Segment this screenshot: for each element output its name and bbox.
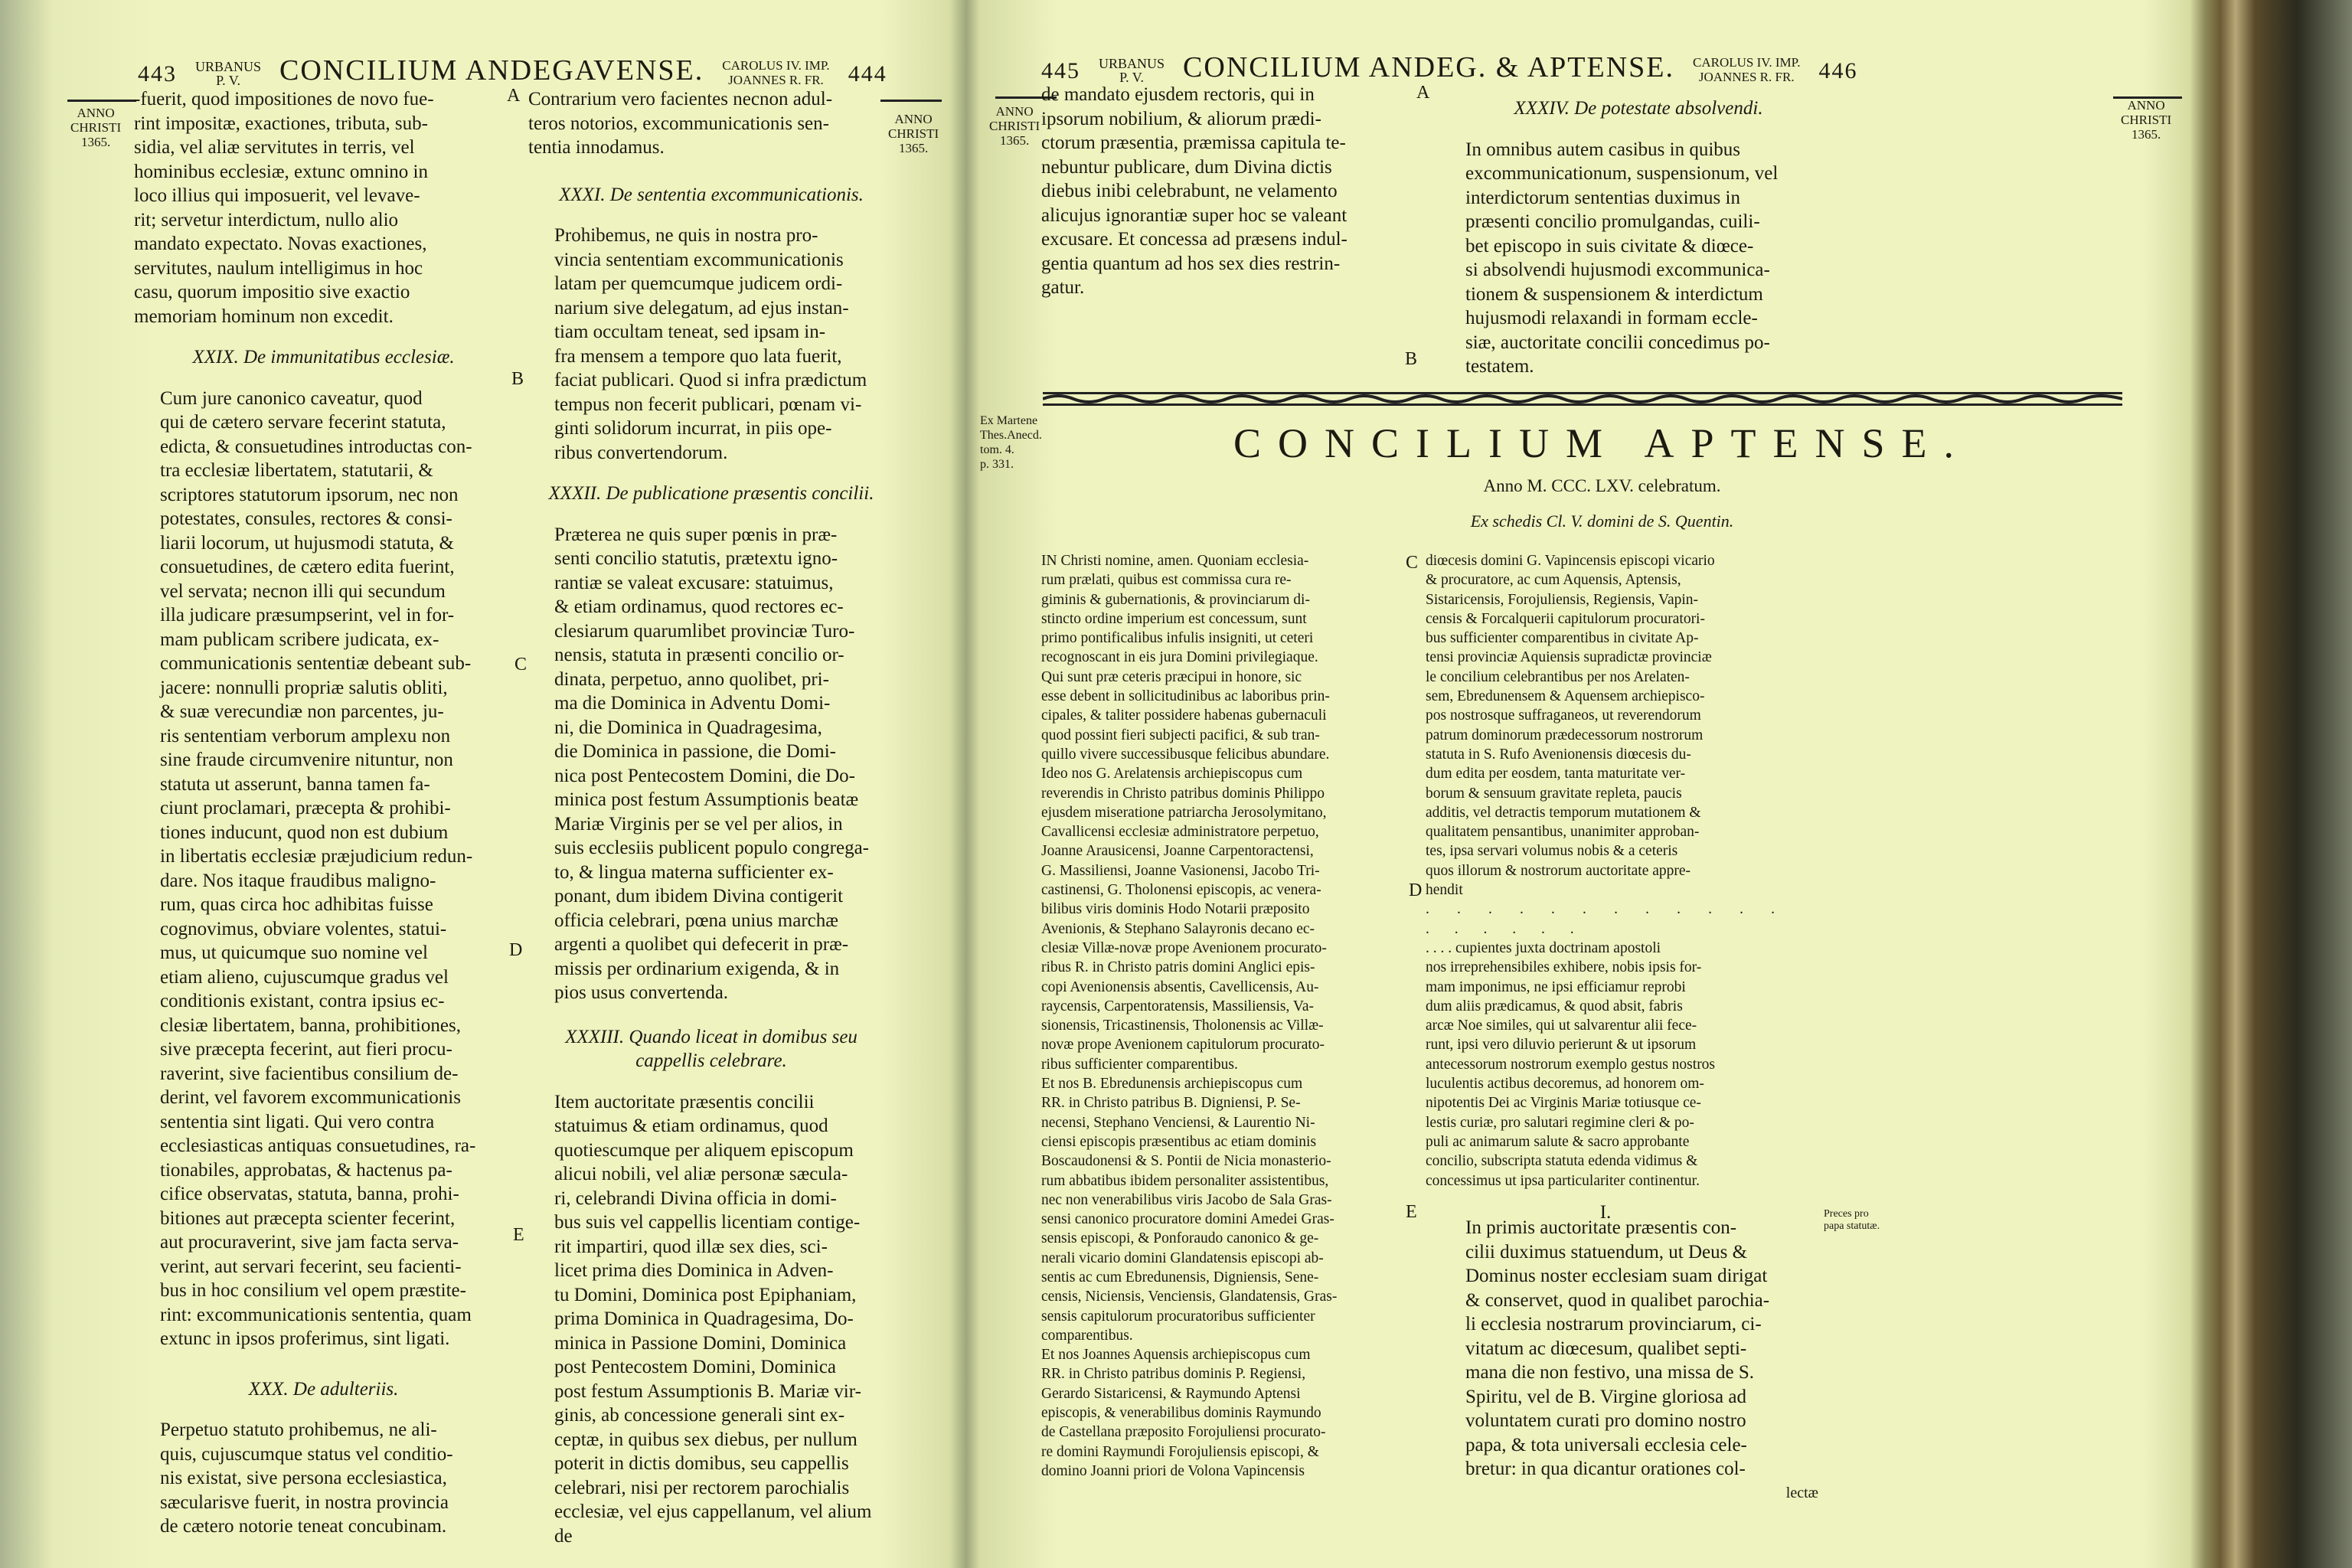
text-line: additis, vel detractis temporum mutationem & — [1426, 804, 1701, 821]
text-line: bretur: in qua dicantur orationes col- — [1465, 1459, 1746, 1479]
text-line: pos nostrosque suffraganeos, ut reverendorum — [1426, 707, 1701, 724]
text-line: bus sufficienter comparentibus in civitate Ap- — [1426, 630, 1699, 647]
text-line: senti concilio statutis, prætextu igno- — [554, 548, 838, 569]
text-line: statuimus & etiam ordinamus, quod — [554, 1116, 828, 1136]
text-line: RR. in Christo patribus dominis P. Regiensi, — [1041, 1366, 1306, 1383]
right-column-1 — [1041, 83, 1413, 300]
text-line: sive præcepta fecerint, aut fieri procu- — [160, 1039, 452, 1060]
text-line: dinata, perpetuo, anno quolibet, pri- — [554, 668, 829, 690]
text-line: esse debent in sollicitudinibus ac laboribus prin- — [1041, 688, 1330, 705]
text-line: ris sententiam verborum amplexu non — [160, 725, 451, 746]
text-line: extunc in ipsos proferimus, sint ligati. — [160, 1328, 450, 1349]
text-line: aut procuraverint, sive jam facta serva- — [160, 1232, 459, 1253]
text-line: rum abbatibus ibidem personaliter assistentibus, — [1041, 1172, 1329, 1189]
text-line: reverendis in Christo patribus dominis Philippo — [1041, 785, 1325, 802]
text-block — [1439, 138, 1838, 379]
text-line: sem, Ebredunensem & Aquensem archiepisco- — [1426, 688, 1705, 705]
text-line: post festum Assumptionis B. Mariæ vir- — [554, 1380, 861, 1402]
section-heading: XXIX. De immunitatibus ecclesiæ. — [192, 347, 455, 368]
text-line: prima Dominica in Quadragesima, Do- — [554, 1308, 854, 1329]
text-block — [1426, 551, 1785, 900]
text-line: quillo vivere successibusque felicibus abundare. — [1041, 746, 1330, 763]
text-block — [528, 523, 894, 1005]
text-line: episcopis, & venerabilibus dominis Raymundo — [1041, 1405, 1321, 1422]
text-line: voluntatem curati pro domino nostro — [1465, 1410, 1746, 1431]
text-line: servitutes, naulum intelligimus in hoc — [134, 257, 423, 279]
text-line: hendit — [1426, 882, 1463, 899]
anno-christi-right: ANNO CHRISTI 1365. — [2121, 98, 2172, 142]
text-line: ipsorum nobilium, & aliorum prædi- — [1041, 108, 1321, 129]
section-letter: D — [509, 940, 523, 960]
text-line: & etiam ordinamus, quod rectores ec- — [554, 596, 844, 617]
text-line: bilibus viris dominis Hodo Notarii præposito — [1041, 901, 1310, 918]
text-line: qualitatem pensantibus, unanimiter approban- — [1426, 824, 1700, 841]
emperor-label: CAROLUS IV. IMP. JOANNES R. FR. — [1693, 55, 1801, 84]
text-line: In primis auctoritate præsentis con- — [1465, 1217, 1737, 1238]
text-line: celebrari, nisi per rectorem parochialis — [554, 1477, 850, 1498]
text-line: si absolvendi hujusmodi excommunica- — [1465, 260, 1770, 280]
text-line: tiam occultam teneat, sed ipsam in- — [554, 322, 826, 342]
text-line: statuta in S. Rufo Avenionensis diœcesis du- — [1426, 746, 1691, 763]
right-small-column-1 — [1041, 551, 1405, 1481]
text-line: sensis episcopi, & Ponforaudo canonico & ge- — [1041, 1230, 1319, 1247]
text-line: nica post Pentecostem Domini, die Do- — [554, 765, 855, 786]
text-line: -fuerit, quod impositiones de novo fue- — [134, 89, 434, 109]
text-line: tionabiles, approbatas, & hactenus pa- — [160, 1159, 452, 1181]
text-line: Cavallicensi ecclesiæ administratore perpetuo, — [1041, 824, 1319, 841]
text-line: ni, die Dominica in Quadragesima, — [554, 717, 822, 738]
text-line: & conservet, quod in qualibet parochia- — [1465, 1289, 1770, 1311]
text-line: de cætero notorie teneat concubinam. — [160, 1516, 447, 1537]
page-number: 444 — [848, 61, 887, 87]
text-line: teros notorios, excommunicationis sen- — [528, 113, 829, 134]
text-line: Spiritu, vel de B. Virgine gloriosa ad — [1465, 1386, 1746, 1407]
page-number: 446 — [1818, 58, 1858, 83]
running-title: CONCILIUM ANDEGAVENSE. — [279, 54, 704, 87]
text-line: tempus non fecerit publicari, pœnam vi- — [554, 394, 862, 415]
text-line: bitiones aut præcepta scienter fecerint, — [160, 1207, 456, 1229]
text-line: casu, quorum impositio sive exactio — [134, 282, 410, 302]
section-letter: A — [1416, 83, 1430, 103]
text-line: tra ecclesiæ libertatem, statutarii, & — [160, 460, 433, 481]
section-letter: B — [1405, 349, 1418, 369]
text-line: bet episcopo in suis civitate & diœce- — [1465, 235, 1754, 256]
text-line: sine fraude circumvenire nituntur, non — [160, 750, 453, 770]
text-block — [1439, 1216, 1818, 1481]
text-line: le concilium celebrantibus per nos Arelaten- — [1426, 668, 1690, 685]
text-block — [134, 1418, 513, 1539]
text-line: clesiarum quarumlibet provinciæ Turo- — [554, 620, 855, 642]
text-line: Mariæ Virginis per se vel per alios, in — [554, 813, 843, 835]
text-line: alicui nobili, vel aliæ personæ sæcula- — [554, 1164, 848, 1184]
text-line: dum aliis prædicamus, & quod absit, fabris — [1426, 998, 1683, 1014]
right-small-column-2 — [1426, 551, 1785, 1222]
text-line: cipales, & taliter possidere habenas gubernaculi — [1041, 707, 1327, 724]
text-line: diœcesis domini G. Vapincensis episcopi vicario — [1426, 553, 1715, 569]
text-line: novæ prope Avenionem capitulorum procurato- — [1041, 1037, 1325, 1054]
text-line: ri, celebrandi Divina officia in domi- — [554, 1187, 837, 1209]
text-line: giminis & gubernationis, & provinciarum di- — [1041, 591, 1310, 608]
text-line: consuetudines, de cætero edita fuerint, — [160, 557, 455, 577]
text-line: borum & sensuum gravitate repleta, paucis — [1426, 785, 1682, 802]
text-line: Perpetuo statuto prohibemus, ne ali- — [160, 1419, 437, 1440]
text-line: raycensis, Carpentoratensis, Massiliensis, Va- — [1041, 998, 1314, 1014]
left-column-2 — [528, 87, 894, 1548]
text-line: lestis curiæ, pro salutari regimine cleri & po- — [1426, 1114, 1694, 1131]
text-line: re domini Raymundi Forojuliensis episcopi, & — [1041, 1443, 1319, 1460]
text-line: raverint, sive facientibus consilium de- — [160, 1063, 459, 1084]
text-line: licet prima dies Dominica in Adven- — [554, 1260, 834, 1281]
text-line: nec non venerabilibus viris Jacobo de Sala Gras- — [1041, 1191, 1332, 1208]
text-line: in libertatis ecclesiæ præjudicium redun- — [160, 846, 473, 867]
text-line: Dominus noster ecclesiam suam dirigat — [1465, 1266, 1768, 1286]
text-line: rit impartiri, quod illæ sex dies, sci- — [554, 1236, 828, 1257]
text-line: puli ac animarum salute & sacro approbante — [1426, 1133, 1690, 1150]
text-line: de Castellana præposito Forojuliensi procurato- — [1041, 1424, 1326, 1441]
text-line: quos illorum & nostrorum auctoritate appre- — [1426, 862, 1691, 879]
text-line: nos irreprehensibiles exhibere, nobis ipsis for- — [1426, 959, 1702, 976]
text-line: censis & Forcalquerii capitulorum procuratori- — [1426, 610, 1705, 627]
text-line: interdictorum sententias duximus in — [1465, 187, 1740, 208]
text-line: to, & lingua materna sufficienter ex- — [554, 861, 834, 883]
text-line: gentia quantum ad hos sex dies restrin- — [1041, 253, 1341, 274]
text-line: tensi provinciæ Aquiensis supradictæ provinciæ — [1426, 649, 1712, 666]
text-line: pios usus convertenda. — [554, 982, 729, 1003]
section-heading: XXXII. De publicatione præsentis concilii. — [548, 483, 874, 504]
text-line: ciensi episcopis præsentibus ac etiam dominis — [1041, 1133, 1317, 1150]
text-line: sententia sint ligati. Qui vero contra — [160, 1111, 435, 1132]
text-line: officia celebrari, pœna unius marchæ — [554, 910, 838, 931]
header-rule — [67, 100, 136, 102]
text-line: sidia, vel aliæ servitutes in terris, vel — [134, 137, 415, 158]
anno-christi-right: ANNO CHRISTI 1365. — [888, 112, 939, 155]
text-line: testatem. — [1465, 356, 1534, 377]
text-line: verint, aut servari fecerint, seu facienti- — [160, 1256, 462, 1277]
text-line: dare. Nos itaque fraudibus maligno- — [160, 870, 436, 891]
text-line: mus, ut quicumque suo nomine vel — [160, 942, 428, 963]
text-line: qui de cætero servare fecerint statuta, — [160, 412, 446, 433]
running-title: CONCILIUM ANDEG. & APTENSE. — [1183, 51, 1674, 83]
text-line: necensi, Stephano Venciensi, & Laurentio Ni- — [1041, 1114, 1315, 1131]
section-letter: B — [511, 369, 524, 389]
right-page-header — [1041, 51, 1857, 84]
text-line: cilii duximus statuendum, ut Deus & — [1465, 1241, 1748, 1263]
text-line: illa judicare præsumpserint, vel in for- — [160, 605, 455, 626]
text-line: cifice observatas, statuta, banna, prohi- — [160, 1184, 459, 1204]
text-line: clesiæ Villæ-novæ prope Avenionem procurato- — [1041, 939, 1327, 956]
text-line: nipotentis Dei ac Virginis Mariæ totiusque ce- — [1426, 1095, 1701, 1112]
text-block — [528, 224, 894, 465]
section-letter: E — [513, 1225, 524, 1245]
text-line: Cum jure canonico caveatur, quod — [160, 387, 423, 409]
ornament-band — [1043, 390, 2122, 407]
text-line: cognovimus, obviare volentes, statui- — [160, 918, 447, 939]
text-line: primo pontificalibus infulis insigniti, ut ceteri — [1041, 630, 1314, 647]
section-letter: C — [514, 655, 528, 675]
text-line: tes, ipsa servari volumus nobis & a ceteris — [1426, 843, 1678, 860]
text-line: Et nos B. Ebredunensis archiepiscopus cum — [1041, 1076, 1303, 1093]
left-column-1 — [134, 87, 513, 1539]
text-line: sentis ac cum Ebredunensis, Digniensis, Sene- — [1041, 1269, 1319, 1285]
text-line: potestates, consules, rectores & consi- — [160, 508, 452, 529]
text-line: IN Christi nomine, amen. Quoniam ecclesia- — [1041, 553, 1309, 569]
text-line: . . . . cupientes juxta doctrinam apostoli — [1426, 939, 1661, 956]
text-line: narium sive delegatum, ad ejus instan- — [554, 297, 849, 318]
text-line: rum prælati, quibus est commissa cura re- — [1041, 572, 1292, 589]
section-letter: E — [1406, 1202, 1417, 1222]
text-line: rit; servetur interdictum, nullo alio — [134, 209, 399, 230]
text-line: loco illius qui imposuerit, vel levave- — [134, 185, 420, 206]
text-line: & suæ verecundiæ non parcentes, ju- — [160, 701, 444, 722]
text-line: recognoscant in eis jura Domini privilegiaque. — [1041, 649, 1318, 666]
text-line: vitatum ac diœcesum, qualibet septi- — [1465, 1338, 1747, 1359]
text-line: sæcularisve fuerit, in nostra provincia — [160, 1491, 449, 1513]
text-line: argenti a quolibet qui defecerit in præ- — [554, 934, 849, 955]
page-number: 445 — [1041, 58, 1080, 83]
text-line: li ecclesia nostrarum provinciarum, ci- — [1465, 1314, 1762, 1334]
text-line: statuta ut asserunt, banna tamen fa- — [160, 773, 430, 795]
margin-note: Ex Martene Thes.Anecd. tom. 4. p. 331. — [980, 414, 1042, 471]
text-line: bus in hoc consilium vel opem præstite- — [160, 1280, 466, 1301]
text-line: ctorum præsentia, præmissa capitula te- — [1041, 132, 1346, 153]
text-line: gatur. — [1041, 277, 1085, 298]
text-line: mam publicam scribere judicata, ex- — [160, 629, 439, 650]
text-line: de mandato ejusdem rectoris, qui in — [1041, 84, 1315, 105]
text-line: poterit in dictis domibus, seu cappellis — [554, 1453, 849, 1474]
text-line: domino Joanni priori de Volona Vapincensis — [1041, 1462, 1305, 1479]
text-line: Ideo nos G. Arelatensis archiepiscopus cum — [1041, 766, 1303, 782]
pope-label: URBANUS P. V. — [195, 59, 262, 88]
text-block — [528, 1090, 894, 1549]
section-letter: C — [1406, 553, 1419, 573]
text-line: rint: excommunicationis sententia, quam — [160, 1304, 472, 1325]
text-line: Præterea ne quis super pœnis in præ- — [554, 524, 838, 545]
text-line: memoriam hominum non excedit. — [134, 305, 394, 327]
text-line: rum, quas circa hoc adhibitas fuisse — [160, 894, 433, 915]
text-line: conditionis existant, contra ipsius ec- — [160, 991, 445, 1011]
anno-christi-left: ANNO CHRISTI 1365. — [989, 104, 1040, 148]
council-title: CONCILIUM APTENSE. — [1233, 420, 1971, 466]
text-line: Prohibemus, ne quis in nostra pro- — [554, 225, 818, 246]
text-line: tionem & suspensionem & interdictum — [1465, 283, 1763, 305]
text-line: suis ecclesiis publicent populo congrega- — [554, 838, 869, 858]
emperor-label: CAROLUS IV. IMP. JOANNES R. FR. — [722, 58, 830, 87]
text-line: clesiæ libertatem, banna, prohibitiones, — [160, 1014, 461, 1036]
text-line: ribus convertendorum. — [554, 442, 728, 463]
anno-christi-left: ANNO CHRISTI 1365. — [70, 106, 122, 149]
text-line: minica in Passione Domini, Dominica — [554, 1332, 847, 1354]
text-line: Contrarium vero facientes necnon adul- — [528, 89, 833, 109]
text-line: patrum dominorum prædecessorum nostrorum — [1426, 727, 1704, 743]
text-line: sionensis, Tricastinensis, Tholonensis ac Villæ- — [1041, 1018, 1324, 1034]
text-line: hujusmodi relaxandi in formam eccle- — [1465, 308, 1758, 328]
text-line: Qui sunt præ ceteris præcipui in honore, sic — [1041, 668, 1302, 685]
text-line: G. Massiliensi, Joanne Vasionensi, Jacobo Tri- — [1041, 862, 1320, 879]
text-line: scriptores statutorum ipsorum, nec non — [160, 484, 459, 505]
text-line: RR. in Christo patribus B. Digniensi, P. Se- — [1041, 1095, 1301, 1112]
text-line: jacere: nonnulli propriæ salutis obliti, — [160, 677, 448, 698]
text-block — [134, 87, 513, 328]
text-line: diebus inibi celebrabunt, ne velamento — [1041, 181, 1338, 201]
text-line: tiones inducunt, quod non est dubium — [160, 822, 449, 843]
section-heading: cappellis celebrare. — [635, 1050, 787, 1071]
text-line: mana die non festivo, una missa de S. — [1465, 1362, 1755, 1383]
text-line: quis, cujuscumque status vel conditio- — [160, 1443, 453, 1465]
text-line: derint, vel favorem excommunicationis — [160, 1087, 461, 1108]
text-line: ciunt proclamari, præcepta & prohibi- — [160, 798, 451, 818]
text-line: siæ, auctoritate concilii concedimus po- — [1465, 332, 1770, 353]
section-letter: A — [507, 86, 521, 106]
text-line: edicta, & consuetudines introductas con- — [160, 436, 472, 457]
council-source: Ex schedis Cl. V. domini de S. Quentin. — [1470, 511, 1734, 531]
text-line: ecclesiæ, vel ejus cappellanum, vel alium — [554, 1501, 872, 1522]
text-line: sensis capitulorum procuratoribus sufficienter — [1041, 1308, 1315, 1325]
text-line: mandato expectato. Novas exactiones, — [134, 234, 427, 254]
text-line: excommunicationum, suspensionum, vel — [1465, 163, 1779, 184]
text-line: minica post festum Assumptionis beatæ — [554, 789, 859, 810]
text-line: præsenti concilio promulgandas, cuili- — [1465, 211, 1760, 232]
text-line: concessimus ut ipsa particulariter continentur. — [1426, 1172, 1700, 1189]
text-line: ma die Dominica in Adventu Domi- — [554, 693, 831, 714]
text-line: In omnibus autem casibus in quibus — [1465, 139, 1740, 160]
text-line: ginti solidorum incurrat, in piis ope- — [554, 418, 832, 439]
left-page — [0, 0, 957, 1568]
text-line: sensi canonico procuratore domini Amedei Gras- — [1041, 1211, 1334, 1228]
text-line: mam imponimus, ne ipsi efficiamur reprobi — [1426, 978, 1686, 995]
text-line: tu Domini, Dominica post Epiphaniam, — [554, 1284, 857, 1305]
text-line: papa, & tota universali ecclesia cele- — [1465, 1434, 1747, 1455]
text-line: arcæ Noe similes, qui ut salvarentur alii fece- — [1426, 1018, 1697, 1034]
text-line: luculentis actibus decoremus, ad honorem om- — [1426, 1076, 1704, 1093]
text-line: comparentibus. — [1041, 1327, 1133, 1344]
text-line: Item auctoritate præsentis concilii — [554, 1091, 815, 1112]
text-line: ribus R. in Christo patris domini Anglici epis- — [1041, 959, 1315, 976]
text-line: faciat publicari. Quod si infra prædictum — [554, 370, 867, 390]
text-line: liarii locorum, ut hujusmodi statuta, & — [160, 532, 454, 554]
text-line: & procuratore, ac cum Aquensis, Aptensis, — [1426, 572, 1681, 589]
text-line: Avenionis, & Stephano Salayronis decano ec- — [1041, 920, 1315, 937]
text-line: quod possint fieri subjecti pacifici, & sub tran- — [1041, 727, 1320, 743]
text-line: excusare. Et concessa ad præsens indul- — [1041, 229, 1348, 250]
text-line: ribus sufficienter comparentibus. — [1041, 1056, 1238, 1073]
section-heading: XXXIV. De potestate absolvendi. — [1514, 98, 1763, 119]
section-heading: XXXIII. Quando liceat in domibus seu — [565, 1026, 858, 1047]
text-line: latam per quemcumque judicem ordi- — [554, 273, 843, 294]
text-line: bus suis vel cappellis licentiam contige- — [554, 1212, 861, 1233]
text-line: Gerardo Sistaricensi, & Raymundo Aptensi — [1041, 1385, 1301, 1402]
text-line: castinensi, G. Tholonensi episcopis, ac venera- — [1041, 882, 1321, 899]
text-line: ponant, dum ibidem Divina contigerit — [554, 886, 844, 906]
text-line: nebuntur publicare, dum Divina dictis — [1041, 156, 1332, 178]
text-line: post Pentecostem Domini, Dominica — [554, 1357, 837, 1377]
text-line: Et nos Joannes Aquensis archiepiscopus cum — [1041, 1347, 1311, 1364]
text-line: rint impositæ, exactiones, tributa, sub- — [134, 113, 428, 134]
text-block — [528, 87, 894, 160]
text-line: missis per ordinarium exigenda, & in — [554, 958, 840, 979]
text-line: Boscaudonensi & S. Pontii de Nicia monasterio- — [1041, 1153, 1331, 1170]
text-line: dum edita per eosdem, tanta maturitate ver- — [1426, 766, 1686, 782]
text-block — [134, 387, 513, 1351]
section-heading: XXXI. De sententia excommunicationis. — [559, 184, 864, 205]
text-line: antecessorum nostrorum exemplo gestus nostros — [1426, 1056, 1716, 1073]
margin-note: Preces pro papa statutæ. — [1824, 1208, 1880, 1232]
text-line: ejusdem miseratione patriarcha Jerosolymitano, — [1041, 804, 1327, 821]
text-line: de — [554, 1525, 573, 1547]
page-number: 443 — [138, 61, 177, 87]
text-line: ginis, ab concessione generali sint ex- — [554, 1405, 845, 1426]
text-line: copi Avenionensis absentis, Cavellicensis, Au- — [1041, 978, 1319, 995]
text-line: nensis, statuta in præsenti concilio or- — [554, 645, 844, 665]
text-line: alicujus ignorantiæ super hoc se valeant — [1041, 204, 1348, 226]
left-page-header — [138, 54, 887, 87]
text-line: rantiæ se valeat excusare: statuimus, — [554, 572, 834, 593]
text-block — [1041, 83, 1413, 300]
text-line: ecclesiasticas antiquas consuetudines, ra- — [160, 1135, 476, 1156]
pope-label: URBANUS P. V. — [1099, 56, 1165, 85]
catchword: lectæ — [1785, 1484, 1818, 1501]
text-line: tentia innodamus. — [528, 137, 665, 158]
text-line: quotiescumque per aliquem episcopum — [554, 1139, 854, 1161]
text-line: runt, ipsi vero diluvio perierunt & ut ipsorum — [1426, 1037, 1697, 1054]
text-line: censis, Niciensis, Venciensis, Glandatensis, Gras- — [1041, 1289, 1338, 1305]
text-line: Joanne Arausicensi, Joanne Carpentoractensi, — [1041, 843, 1314, 860]
text-line: stincto ordine imperium est concessum, sunt — [1041, 610, 1307, 627]
text-line: fra mensem a tempore quo lata fuerit, — [554, 345, 842, 367]
section-heading: XXX. De adulteriis. — [248, 1378, 399, 1400]
text-block — [1041, 551, 1405, 1481]
text-line: communicationis sententiæ debeant sub- — [160, 653, 472, 674]
text-line: die Dominica in passione, die Domi- — [554, 741, 836, 762]
ellipsis-row: . . . . . . . . . . . . . . . . . . — [1426, 901, 1785, 937]
right-column-3 — [1439, 1202, 1818, 1505]
text-line: hominibus ecclesiæ, extunc omnino in — [134, 161, 428, 182]
text-line: nerali vicario domini Glandatensis episcopi ab- — [1041, 1250, 1324, 1266]
text-line: concilio, subscripta statuta edenda vidimus & — [1426, 1153, 1698, 1170]
roman-numeral: I. — [1599, 1201, 1612, 1223]
text-line: Sistaricensis, Forojuliensis, Regiensis, Vapin- — [1426, 591, 1699, 608]
text-line: ceptæ, in quibus sex diebus, per nullum — [554, 1429, 858, 1450]
text-line: etiam alieno, cujuscumque gradus vel — [160, 966, 449, 988]
right-column-2 — [1439, 83, 1838, 379]
text-line: vel servata; necnon illi qui secundum — [160, 580, 446, 602]
section-letter: D — [1409, 880, 1423, 900]
text-block — [1426, 939, 1785, 1191]
council-date: Anno M. CCC. LXV. celebratum. — [1483, 476, 1721, 495]
text-line: nis existat, sive persona ecclesiastica, — [160, 1468, 447, 1488]
text-line: vincia sententiam excommunicationis — [554, 249, 844, 270]
